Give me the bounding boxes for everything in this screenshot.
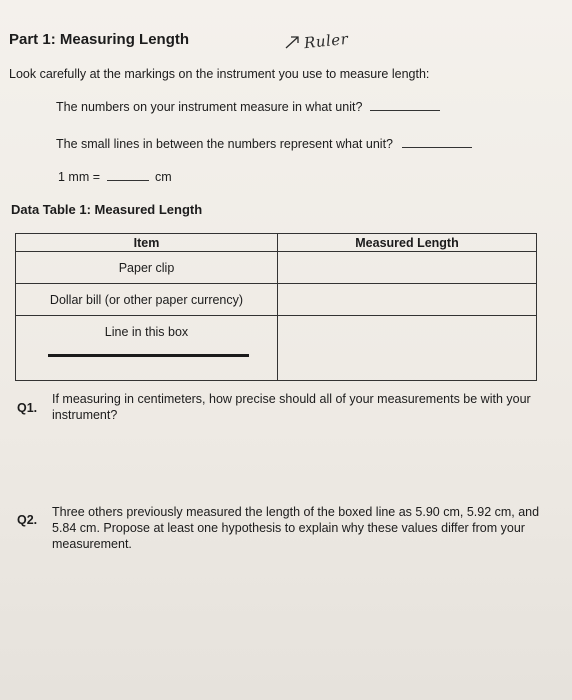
q1-number: Q1.	[17, 401, 38, 415]
table-header-row	[16, 234, 537, 252]
table-row	[16, 284, 537, 316]
handwritten-arrow-icon	[284, 34, 302, 50]
conversion-suffix: cm	[155, 170, 172, 184]
conversion-prefix: 1 mm =	[58, 170, 101, 184]
table-row	[16, 252, 537, 284]
answer-blank-conversion[interactable]	[107, 180, 149, 181]
question-units	[56, 100, 440, 114]
section-title: Part 1: Measuring Length	[9, 31, 190, 48]
measurement-cell[interactable]	[278, 316, 537, 381]
q2-text: Three others previously measured the length of the boxed line as 5.90 cm, 5.92 cm, and 5.84 cm. Propose at least one hypothesis to explain why these values differ from your measurement.	[52, 505, 540, 551]
handwritten-note: Ruler	[303, 29, 350, 53]
item-cell: Dollar bill (or other paper currency)	[16, 284, 278, 316]
question-small-lines	[56, 137, 472, 151]
item-cell: Paper clip	[16, 252, 278, 284]
question-small-lines-text: The small lines in between the numbers represent what unit?	[56, 137, 393, 151]
answer-blank-small-lines[interactable]	[402, 147, 472, 148]
conversion-line	[58, 170, 172, 184]
question-units-text: The numbers on your instrument measure in what unit?	[56, 100, 363, 114]
header-measured-length: Measured Length	[278, 234, 537, 252]
q1-text: If measuring in centimeters, how precise should all of your measurements be with your instrument?	[52, 392, 531, 422]
table-title: Data Table 1: Measured Length	[11, 202, 203, 217]
measurement-cell[interactable]	[278, 252, 537, 284]
answer-blank-units[interactable]	[370, 110, 440, 111]
item-cell: Line in this box	[16, 316, 278, 381]
header-item: Item	[16, 234, 278, 252]
intro-text: Look carefully at the markings on the instrument you use to measure length:	[9, 67, 430, 81]
q2-number: Q2.	[17, 513, 38, 527]
measurement-cell[interactable]	[278, 284, 537, 316]
table-row	[16, 316, 537, 381]
data-table	[15, 233, 537, 381]
boxed-line-to-measure	[48, 354, 249, 357]
